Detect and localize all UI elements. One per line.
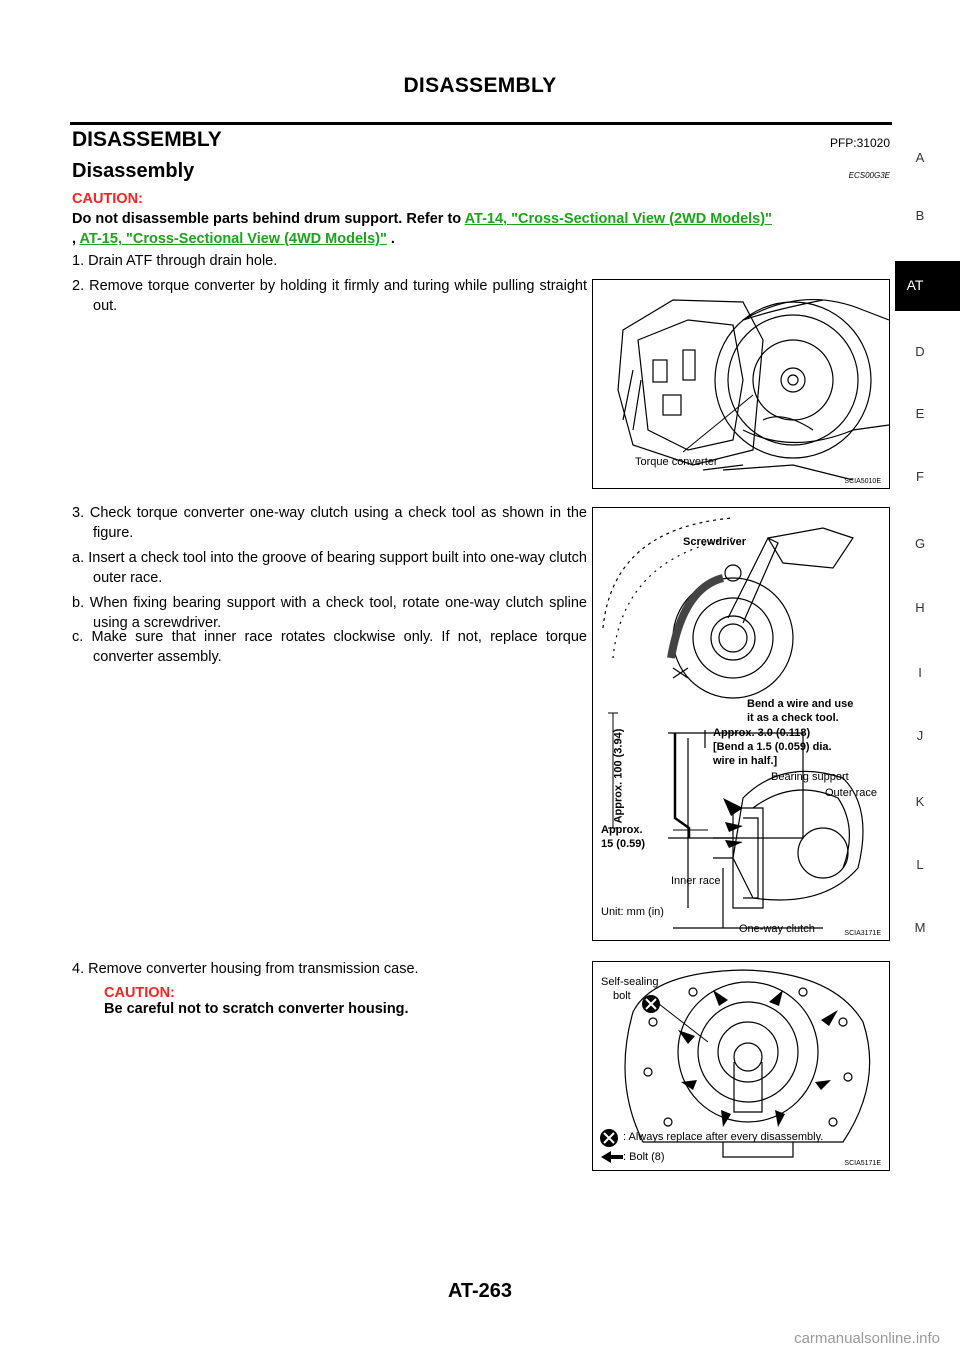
side-tab-l[interactable]: L	[916, 857, 924, 872]
step-3c: c. Make sure that inner race rotates clockwise only. If not, replace torque converter assembly.	[72, 629, 587, 665]
link-at-15[interactable]: AT-15, "Cross-Sectional View (4WD Models)"	[79, 231, 387, 247]
label-approx-100: Approx. 100 (3.94)	[612, 728, 625, 824]
side-tab-j[interactable]: J	[916, 728, 924, 743]
label-one-way-clutch: One-way clutch	[739, 923, 815, 935]
label-outer-race: Outer race	[825, 787, 877, 799]
label-legend-replace: : Always replace after every disassembly.	[623, 1131, 824, 1143]
figure-converter-housing	[592, 961, 890, 1171]
label-approx-15-a: Approx.	[601, 824, 643, 836]
step-4: 4. Remove converter housing from transmission case.	[72, 961, 419, 977]
label-unit: Unit: mm (in)	[601, 906, 664, 918]
label-self-sealing-2: bolt	[613, 990, 631, 1002]
label-torque-converter: Torque converter	[635, 456, 718, 468]
caution-label: CAUTION:	[72, 191, 143, 207]
section-title: DISASSEMBLY	[72, 128, 222, 151]
caution-step4-text: Be careful not to scratch converter housing.	[104, 1001, 409, 1017]
side-tab-g[interactable]: G	[914, 536, 926, 551]
link-at-14[interactable]: AT-14, "Cross-Sectional View (2WD Models)"	[464, 211, 772, 227]
side-tab-m[interactable]: M	[914, 920, 926, 935]
side-tab-h[interactable]: H	[915, 600, 925, 615]
side-tab-e[interactable]: E	[915, 406, 925, 421]
caution-text-after: .	[386, 231, 395, 247]
figure-code-1: SCIA5010E	[844, 478, 881, 485]
label-bend-wire-1: Bend a wire and use	[747, 698, 854, 710]
figure-torque-converter	[592, 279, 890, 489]
page-number: AT-263	[447, 1280, 513, 1302]
side-tab-k[interactable]: K	[915, 794, 925, 809]
check-tool-illustration	[593, 508, 890, 941]
subsection-title: Disassembly	[72, 160, 195, 182]
caution-text-before: Do not disassemble parts behind drum support. Refer to	[72, 211, 465, 227]
label-approx-3: Approx. 3.0 (0.118)	[713, 727, 811, 739]
label-inner-race: Inner race	[671, 875, 721, 887]
header-rule	[70, 122, 892, 125]
caution-separator: ,	[72, 231, 80, 247]
label-bearing-support: Bearing support	[771, 771, 849, 783]
figure-code-3: SCIA5171E	[844, 1160, 881, 1167]
step-1: 1. Drain ATF through drain hole.	[72, 253, 278, 269]
side-tab-d[interactable]: D	[915, 344, 925, 359]
label-bend-wire-2: it as a check tool.	[747, 712, 839, 724]
side-tab-f[interactable]: F	[916, 469, 924, 484]
side-tab-b[interactable]: B	[915, 208, 925, 223]
figure-code-2: SCIA3171E	[844, 930, 881, 937]
label-approx-15-b: 15 (0.59)	[601, 838, 646, 850]
watermark: carmanualsonline.info	[794, 1330, 940, 1347]
running-header: DISASSEMBLY	[403, 74, 557, 97]
figure-one-way-clutch-check	[592, 507, 890, 941]
step-3a: a. Insert a check tool into the groove of bearing support built into one-way clutch outer race.	[72, 550, 587, 586]
label-self-sealing-1: Self-sealing	[601, 976, 659, 988]
caution-step4-label: CAUTION:	[104, 985, 175, 1001]
side-tab-i[interactable]: I	[918, 665, 922, 680]
label-bend-15-b: wire in half.]	[713, 755, 778, 767]
side-tab-at-active[interactable]: AT	[895, 261, 960, 311]
label-screwdriver: Screwdriver	[683, 536, 746, 548]
step-3b: b. When fixing bearing support with a check tool, rotate one-way clutch spline using a screwdriver.	[72, 595, 587, 631]
step-3: 3. Check torque converter one-way clutch using a check tool as shown in the figure.	[72, 505, 587, 541]
ecs-code: ECS00G3E	[848, 171, 890, 180]
pfp-code: PFP:31020	[829, 136, 890, 150]
caution-text	[72, 209, 902, 249]
side-tab-a[interactable]: A	[915, 150, 925, 165]
step-2: 2. Remove torque converter by holding it firmly and turing while pulling straight out.	[72, 278, 587, 314]
label-legend-bolt: : Bolt (8)	[623, 1151, 665, 1163]
label-bend-15-a: [Bend a 1.5 (0.059) dia.	[713, 741, 832, 753]
